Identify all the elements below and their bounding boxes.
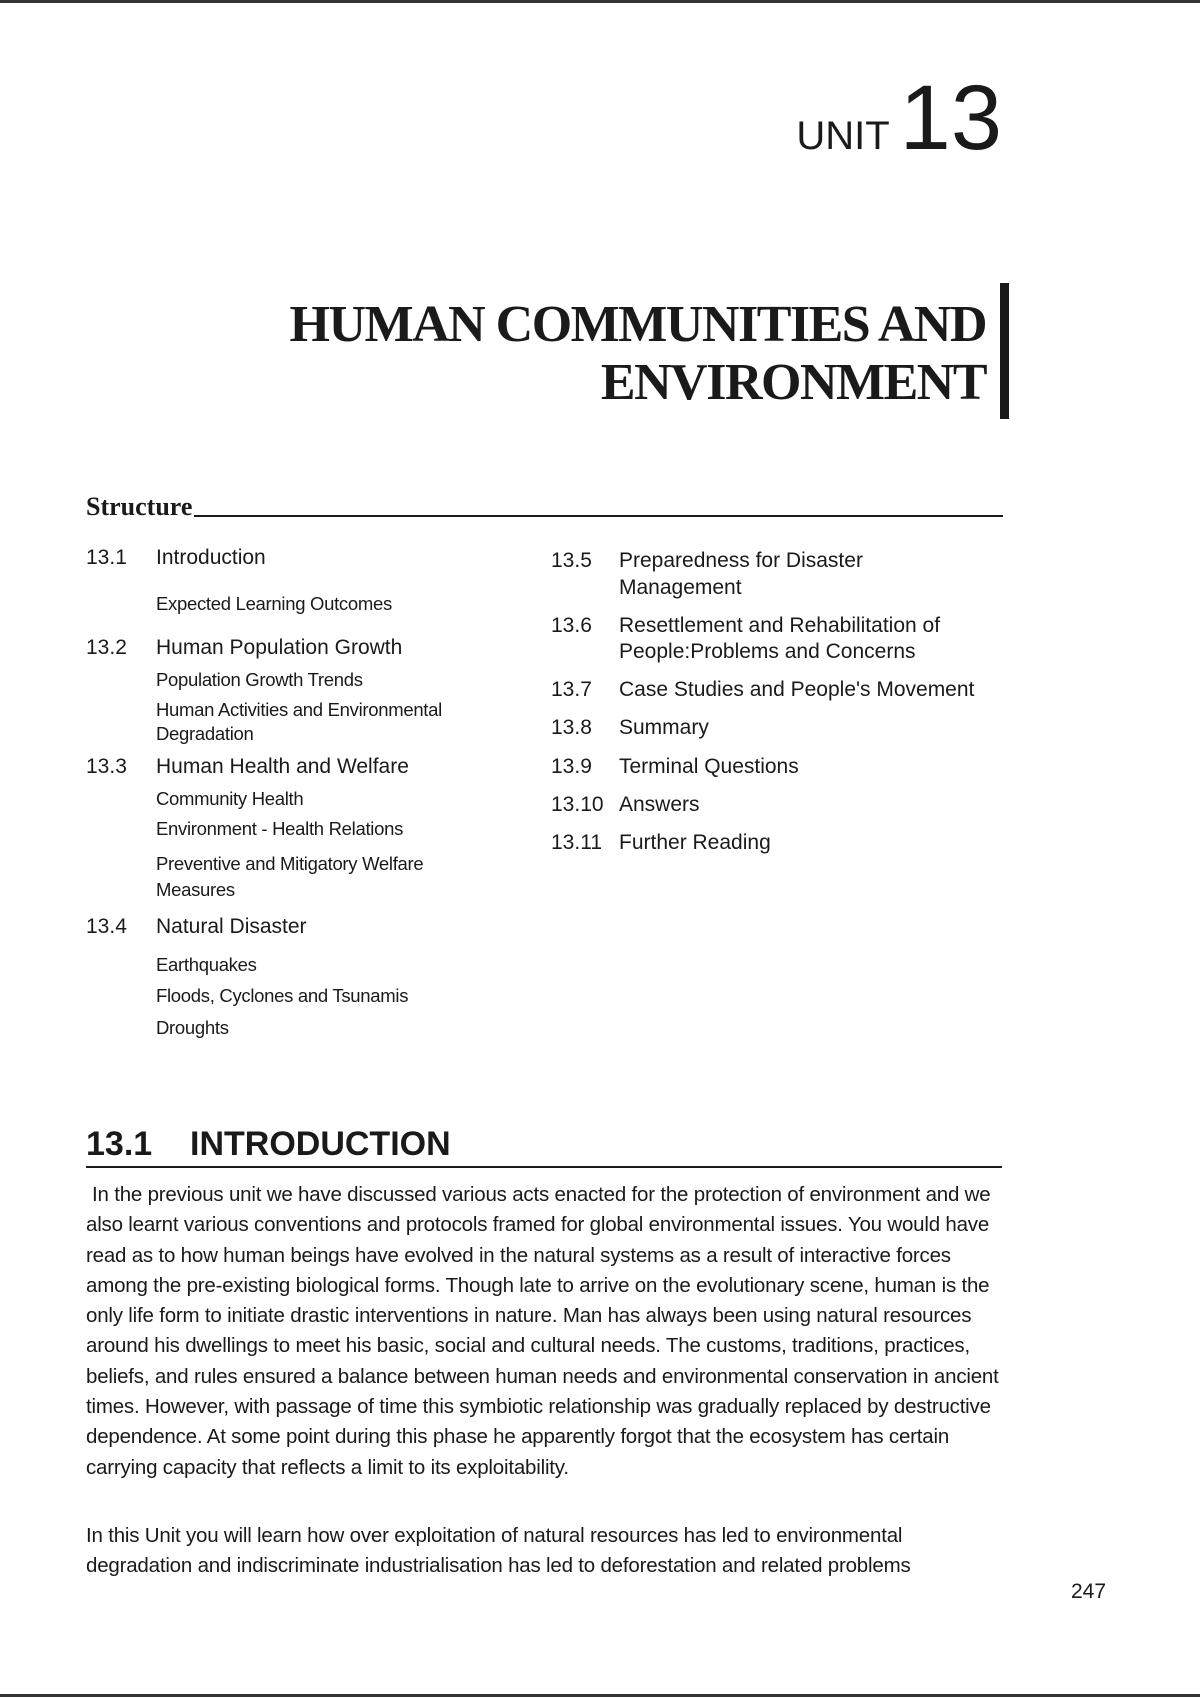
page-number: 247 [1071, 1580, 1107, 1603]
toc-subitem: Environment - Health Relations [156, 818, 404, 839]
toc-title: Answers [619, 793, 700, 816]
toc-title: Resettlement and Rehabilitation of [619, 614, 941, 637]
toc-title: Natural Disaster [156, 915, 307, 938]
toc-subitem: Droughts [156, 1017, 229, 1038]
toc-number: 13.3 [86, 755, 127, 778]
unit-title-line-2: ENVIRONMENT [600, 354, 986, 411]
toc-number: 13.8 [551, 716, 592, 739]
toc-number: 13.4 [86, 915, 127, 938]
toc-subitem: Measures [156, 879, 235, 900]
toc-subitem: Floods, Cyclones and Tsunamis [156, 985, 409, 1006]
section-title: INTRODUCTION [190, 1125, 451, 1163]
toc-title: Further Reading [619, 831, 771, 854]
section-rule [86, 1166, 1002, 1168]
toc-number: 13.5 [551, 549, 592, 572]
toc-title: Introduction [156, 546, 266, 569]
toc-title: Human Health and Welfare [156, 755, 409, 778]
toc-number: 13.1 [86, 546, 127, 569]
toc-title: Case Studies and People's Movement [619, 678, 975, 701]
structure-header [86, 494, 1003, 520]
toc-number: 13.10 [551, 793, 604, 816]
toc-subitem: Population Growth Trends [156, 669, 363, 690]
structure-label: Structure [86, 492, 193, 521]
unit-title-line-1: HUMAN COMMUNITIES AND [289, 296, 986, 353]
toc-subitem: Earthquakes [156, 954, 257, 975]
bottom-border [0, 1694, 1200, 1697]
section-number: 13.1 [86, 1125, 153, 1163]
title-accent-bar [1000, 283, 1009, 419]
toc-number: 13.11 [551, 831, 602, 854]
toc-number: 13.9 [551, 755, 592, 778]
unit-number: 13 [899, 67, 1002, 169]
intro-paragraph-1: In the previous unit we have discussed various acts enacted for the protection of environment and we also learnt various conventions and protocols framed for global environmental issues. You would have read as to how human beings have evolved in the natural systems as a result of interactive forces among the pre-existing biological forms. Though late to arrive on the evolutionary scene, human is the only life form to initiate drastic interventions in nature. Man has always been using natural resources around his dwellings to meet his basic, social and cultural needs. The customs, traditions, practices, beliefs, and rules ensured a balance between human needs and environmental conservation in ancient times. However, with passage of time this symbiotic relationship was gradually replaced by destructive dependence. At some point during this phase he apparently forgot that the ecosystem has certain carrying capacity that reflects a limit to its exploitability. [86, 1183, 999, 1479]
structure-rule [86, 515, 1003, 517]
toc-subitem: Preventive and Mitigatory Welfare [156, 853, 424, 874]
toc-number: 13.2 [86, 636, 127, 659]
toc-subitem: Community Health [156, 788, 304, 809]
toc-number: 13.6 [551, 614, 592, 637]
unit-label: UNIT [796, 114, 890, 158]
toc-number: 13.7 [551, 678, 592, 701]
toc-title-continued: People:Problems and Concerns [619, 640, 916, 663]
unit-heading [796, 67, 1002, 169]
top-border [0, 0, 1200, 3]
toc-subitem: Human Activities and Environmental [156, 699, 442, 720]
intro-paragraph-2: In this Unit you will learn how over exploitation of natural resources has led to environmental degradation and indiscriminate industrialisation has led to deforestation and related problems [86, 1524, 911, 1578]
toc-subitem: Expected Learning Outcomes [156, 593, 392, 614]
unit-title [290, 296, 987, 412]
toc-subitem: Degradation [156, 723, 254, 744]
toc-title: Terminal Questions [619, 755, 799, 778]
toc-title: Preparedness for Disaster [619, 549, 863, 572]
toc-title: Summary [619, 716, 709, 739]
toc-title: Human Population Growth [156, 636, 403, 659]
toc-title-continued: Management [619, 576, 742, 599]
